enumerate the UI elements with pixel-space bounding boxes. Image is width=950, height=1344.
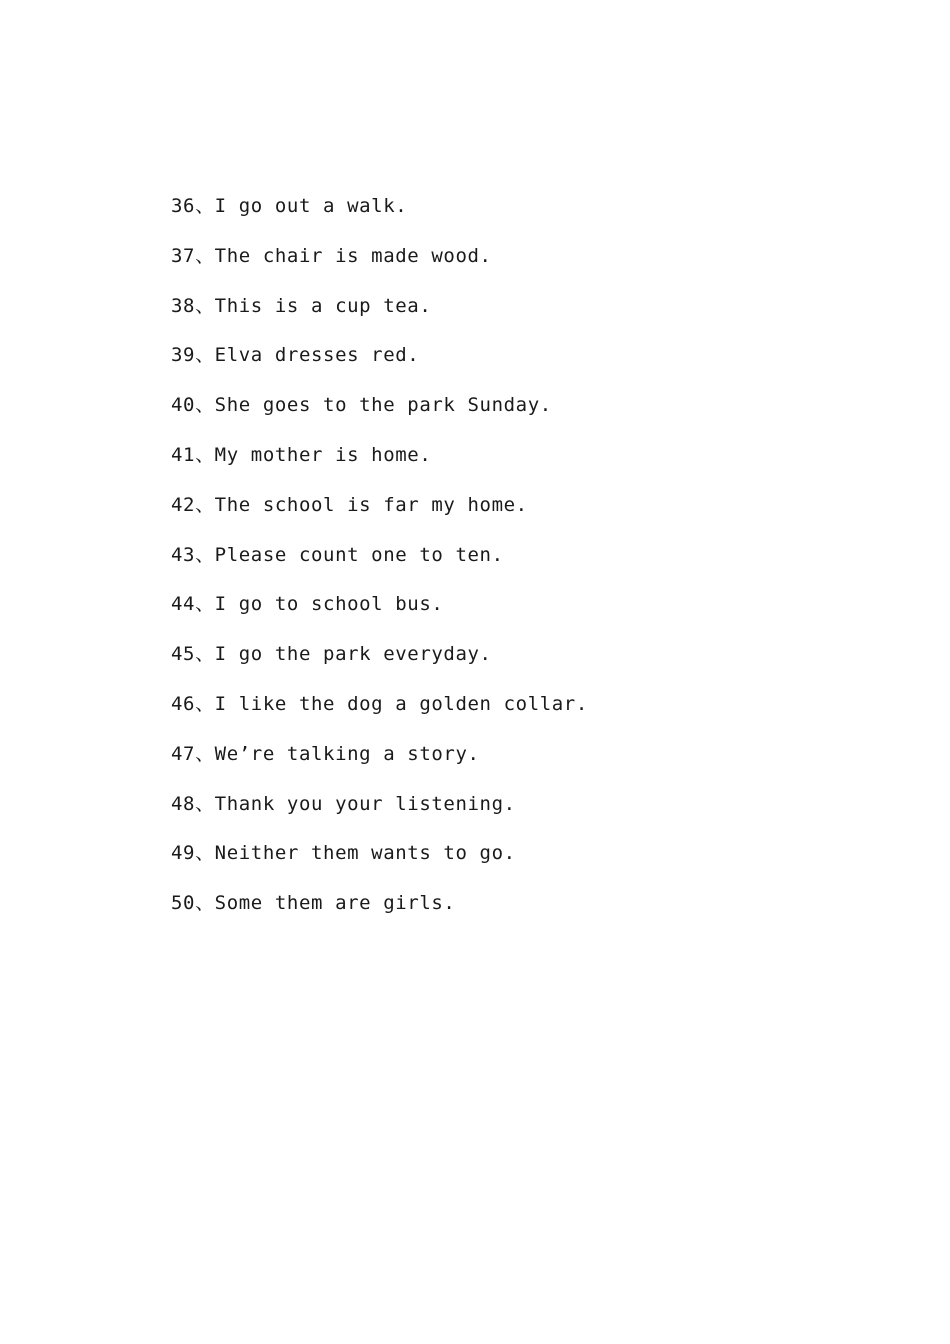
exercise-item-45: 45、I go the park everyday. <box>171 643 492 666</box>
exercise-item-49: 49、Neither them wants to go. <box>171 842 516 865</box>
exercise-list <box>171 191 588 938</box>
exercise-item-48: 48、Thank you your listening. <box>171 792 516 815</box>
exercise-item-36: 36、I go out a walk. <box>171 195 408 217</box>
exercise-item-50: 50、Some them are girls. <box>171 892 456 915</box>
exercise-item-44: 44、I go to school bus. <box>171 593 444 616</box>
exercise-item-39: 39、Elva dresses red. <box>171 344 420 367</box>
exercise-item-41: 41、My mother is home. <box>171 443 432 466</box>
exercise-item-37: 37、The chair is made wood. <box>171 244 492 267</box>
exercise-item-46: 46、I like the dog a golden collar. <box>171 692 588 715</box>
exercise-item-40: 40、She goes to the park Sunday. <box>171 394 552 417</box>
exercise-item-43: 43、Please count one to ten. <box>171 543 504 566</box>
exercise-item-38: 38、This is a cup tea. <box>171 294 432 317</box>
exercise-item-47: 47、We’re talking a story. <box>171 742 480 765</box>
exercise-item-42: 42、The school is far my home. <box>171 493 528 516</box>
